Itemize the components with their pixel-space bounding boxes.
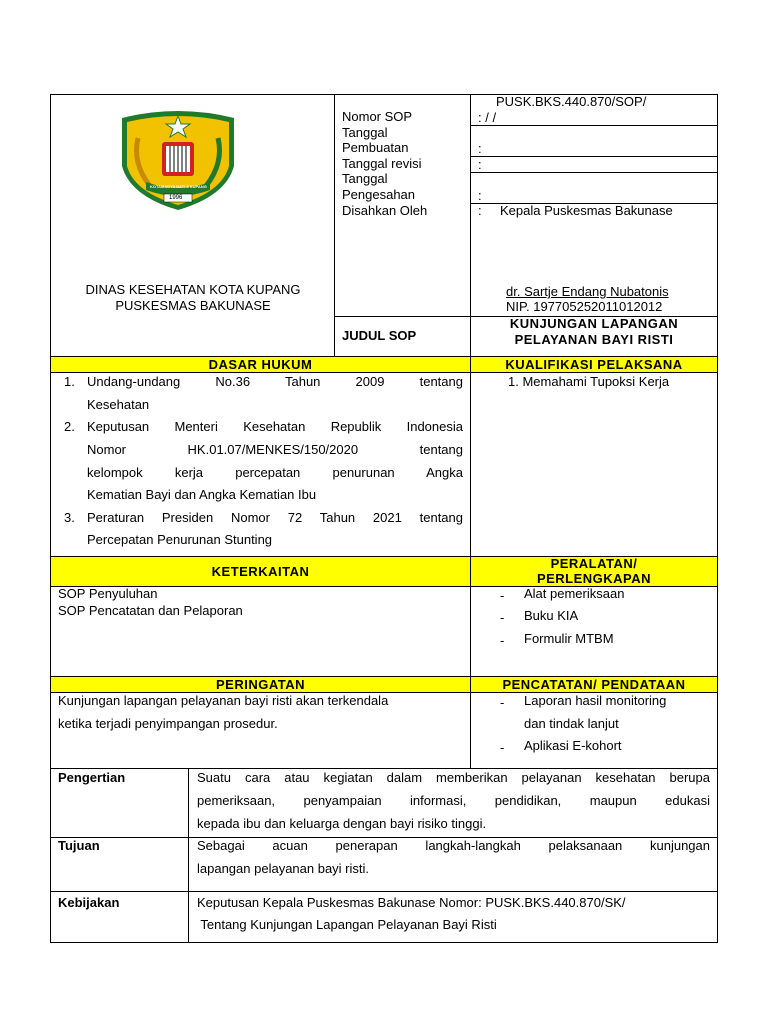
bullet: - xyxy=(500,633,505,648)
tanggal-revisi-value: : xyxy=(478,157,482,172)
nomor-sop-label: Nomor SOP xyxy=(342,109,413,124)
kupang-city-emblem xyxy=(116,108,240,212)
tujuan-line: lapangan pelayanan bayi risti. xyxy=(197,861,370,876)
emblem-ribbon-text: KOTAMADYA DATI II KUPANG xyxy=(150,184,207,189)
list-item-line: Peraturan Presiden Nomor 72 Tahun 2021 tentang xyxy=(87,510,463,525)
tanggal-pembuatan-label-2: Pembuatan xyxy=(342,140,409,155)
bullet: - xyxy=(500,610,505,625)
keterkaitan-item: SOP Penyuluhan xyxy=(58,586,158,601)
peringatan-line: Kunjungan lapangan pelayanan bayi risti akan terkendala xyxy=(58,693,389,708)
list-item-line: Nomor HK.01.07/MENKES/150/2020 tentang xyxy=(87,442,463,457)
list-item-line: Keputusan Menteri Kesehatan Republik Indonesia xyxy=(87,419,463,434)
bullet: - xyxy=(500,695,505,710)
signer-name: dr. Sartje Endang Nubatonis xyxy=(506,284,669,299)
bullet: - xyxy=(500,588,505,603)
pencatatan-item-line: Aplikasi E-kohort xyxy=(524,738,622,753)
peralatan-title-line2: PERLENGKAPAN xyxy=(536,571,652,586)
dasar-hukum-title: DASAR HUKUM xyxy=(208,357,313,372)
list-item-line: Kesehatan xyxy=(87,397,150,412)
peralatan-item: Buku KIA xyxy=(524,608,579,623)
list-item-number: 2. xyxy=(64,419,75,434)
pengertian-line: pemeriksaan, penyampaian informasi, pendidikan, maupun edukasi xyxy=(197,793,710,808)
list-item-line: Kematian Bayi dan Angka Kematian Ibu xyxy=(87,487,317,502)
judul-sop-label: JUDUL SOP xyxy=(342,328,417,343)
peralatan-title-line1: PERALATAN/ xyxy=(550,556,638,571)
kualifikasi-title: KUALIFIKASI PELAKSANA xyxy=(505,357,683,372)
peringatan-line: ketika terjadi penyimpangan prosedur. xyxy=(58,716,278,731)
list-item-number: 3. xyxy=(64,510,75,525)
disahkan-oleh-colon: : xyxy=(478,203,482,218)
pencatatan-item-line: Laporan hasil monitoring xyxy=(524,693,667,708)
nomor-sop-value: PUSK.BKS.440.870/SOP/ xyxy=(496,94,647,109)
judul-sop-line1: KUNJUNGAN LAPANGAN xyxy=(509,316,679,331)
peralatan-item: Alat pemeriksaan xyxy=(524,586,625,601)
org-name-line1: DINAS KESEHATAN KOTA KUPANG xyxy=(85,282,301,297)
tanggal-pengesahan-value: : xyxy=(478,188,482,203)
keterkaitan-item: SOP Pencatatan dan Pelaporan xyxy=(58,603,243,618)
pencatatan-item-line: dan tindak lanjut xyxy=(524,716,619,731)
nomor-sop-value-suffix: : / / xyxy=(478,110,497,125)
list-item-line: Undang-undang No.36 Tahun 2009 tentang xyxy=(87,374,463,389)
keterkaitan-title: KETERKAITAN xyxy=(211,564,310,579)
tanggal-revisi-label: Tanggal revisi xyxy=(342,156,422,171)
peralatan-item: Formulir MTBM xyxy=(524,631,614,646)
org-name-line2: PUSKESMAS BAKUNASE xyxy=(115,298,271,313)
list-item-line: Percepatan Penurunan Stunting xyxy=(87,532,273,547)
pengertian-line: kepada ibu dan keluarga dengan bayi risiko tinggi. xyxy=(197,816,487,831)
peringatan-title: PERINGATAN xyxy=(215,677,306,692)
bullet: - xyxy=(500,740,505,755)
kualifikasi-item: 1. Memahami Tupoksi Kerja xyxy=(508,374,670,389)
signer-nip: NIP. 197705252011012012 xyxy=(506,299,663,314)
judul-sop-line2: PELAYANAN BAYI RISTI xyxy=(514,332,674,347)
list-item-number: 1. xyxy=(64,374,75,389)
tanggal-pengesahan-label-2: Pengesahan xyxy=(342,187,416,202)
emblem-year: 1996 xyxy=(169,195,183,201)
pengertian-line: Suatu cara atau kegiatan dalam memberikan pelayanan kesehatan berupa xyxy=(197,770,710,785)
disahkan-oleh-value: Kepala Puskesmas Bakunase xyxy=(500,203,673,218)
tujuan-line: Sebagai acuan penerapan langkah-langkah pelaksanaan kunjungan xyxy=(197,838,710,853)
tanggal-pembuatan-value: : xyxy=(478,141,482,156)
list-item-line: kelompok kerja percepatan penurunan Angka xyxy=(87,465,463,480)
kebijakan-label: Kebijakan xyxy=(58,895,120,910)
tujuan-label: Tujuan xyxy=(58,838,100,853)
tanggal-pembuatan-label-1: Tanggal xyxy=(342,125,388,140)
tanggal-pengesahan-label-1: Tanggal xyxy=(342,171,388,186)
kebijakan-line: Tentang Kunjungan Lapangan Pelayanan Bayi Risti xyxy=(197,917,497,932)
pengertian-label: Pengertian xyxy=(58,770,126,785)
pencatatan-title: PENCATATAN/ PENDATAAN xyxy=(502,677,686,692)
kebijakan-line: Keputusan Kepala Puskesmas Bakunase Nomor: PUSK.BKS.440.870/SK/ xyxy=(197,895,626,910)
disahkan-oleh-label: Disahkan Oleh xyxy=(342,203,428,218)
